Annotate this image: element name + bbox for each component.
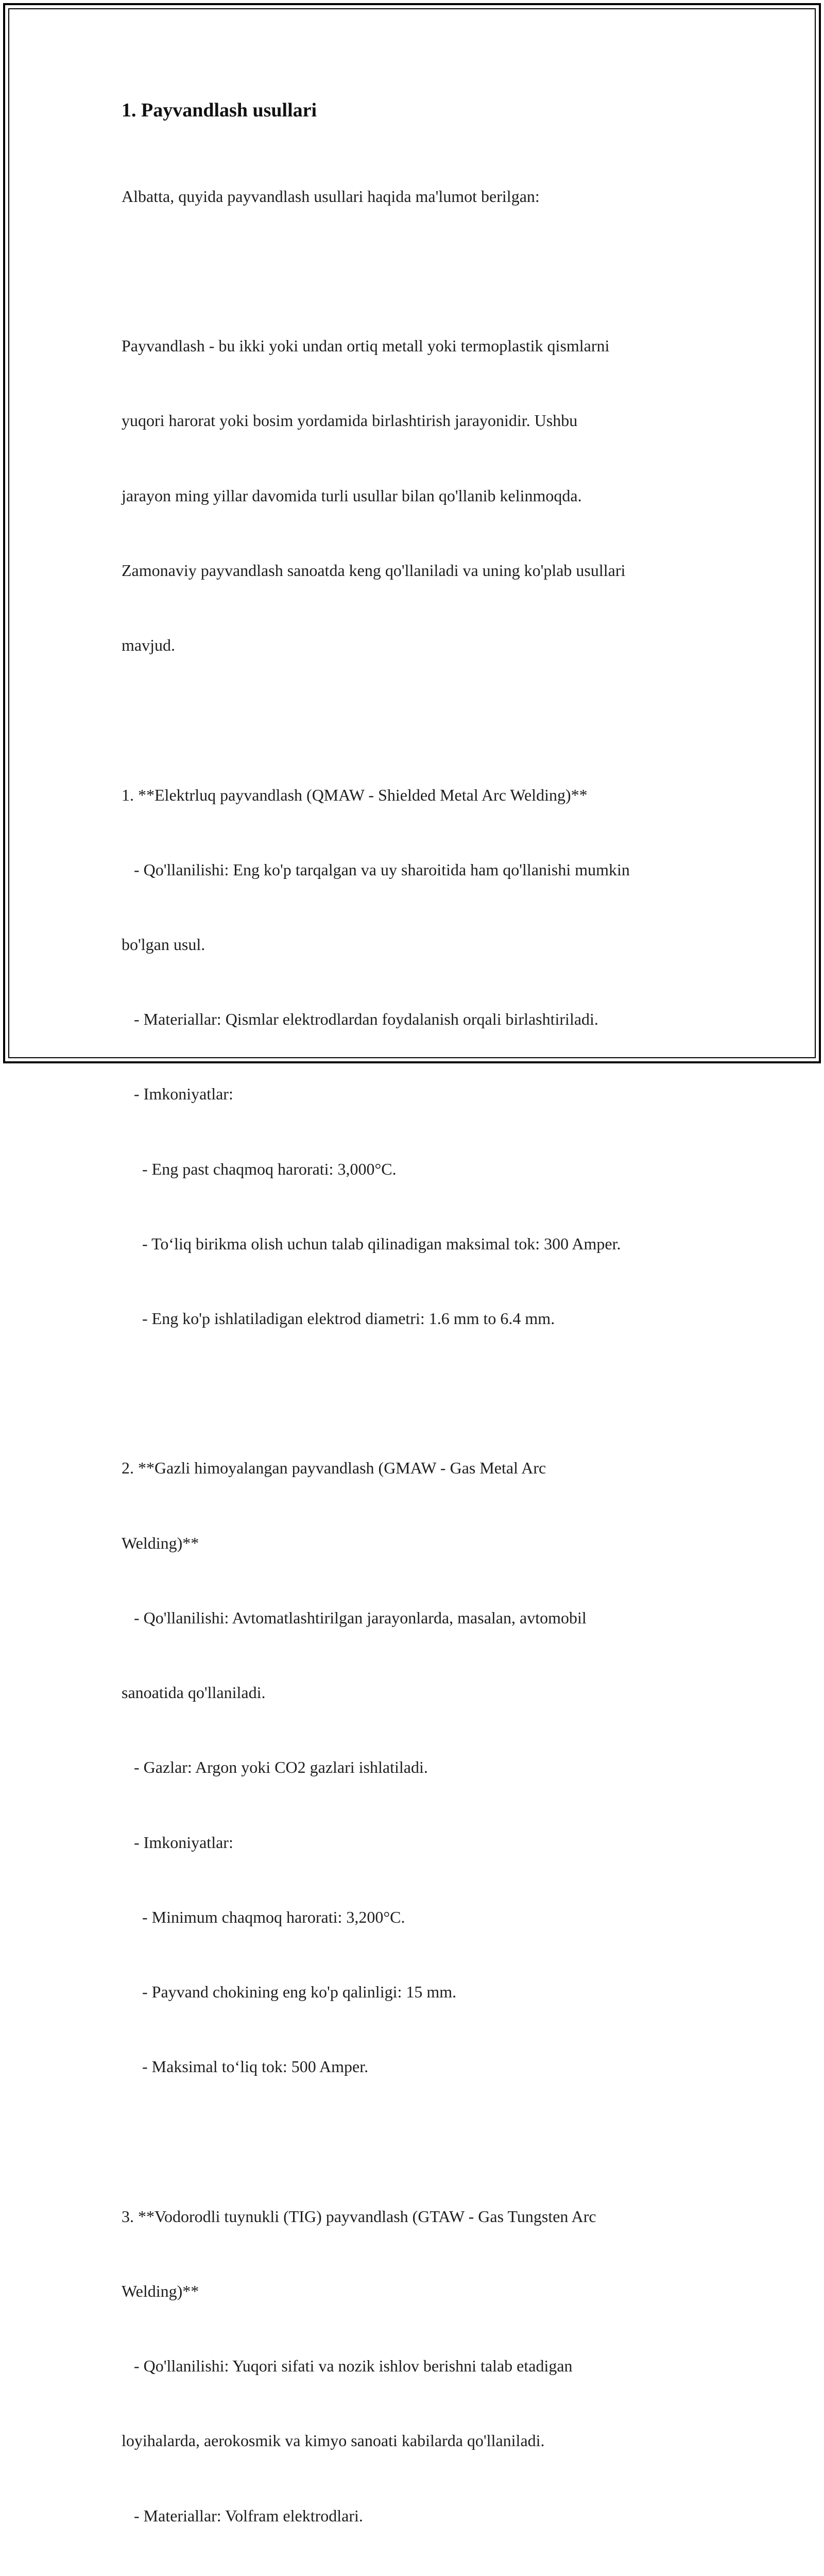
document-page xyxy=(122,96,714,2576)
text-line: loyihalarda, aerokosmik va kimyo sanoati kabilarda qo'llaniladi. xyxy=(122,2431,545,2450)
text-line: - Qo'llanilishi: Eng ko'p tarqalgan va uy sharoitida ham qo'llanishi mumkin xyxy=(122,860,630,879)
text-line: Welding)** xyxy=(122,2281,199,2300)
text-line: jarayon ming yillar davomida turli usullar bilan qo'llanib kelinmoqda. xyxy=(122,486,582,505)
text-line xyxy=(122,259,714,283)
text-line: - To‘liq birikma olish uchun talab qilinadigan maksimal tok: 300 Amper. xyxy=(122,1234,621,1253)
text-line: - Eng past chaqmoq harorati: 3,000°C. xyxy=(122,1159,397,1178)
text-line: yuqori harorat yoki bosim yordamida birlashtirish jarayonidir. Ushbu xyxy=(122,411,578,430)
text-line: sanoatida qo'llaniladi. xyxy=(122,1683,266,1702)
text-line: - Eng ko'p ishlatiladigan elektrod diametri: 1.6 mm to 6.4 mm. xyxy=(122,1309,555,1328)
text-line: 3. **Vodorodli tuynukli (TIG) payvandlash (GTAW - Gas Tungsten Arc xyxy=(122,2207,596,2226)
text-line: Payvandlash - bu ikki yoki undan ortiq metall yoki termoplastik qismlarni xyxy=(122,336,610,355)
text-line xyxy=(122,707,714,732)
text-line: - Imkoniyatlar: xyxy=(122,1084,233,1104)
text-line: 2. **Gazli himoyalangan payvandlash (GMAW - Gas Metal Arc xyxy=(122,1459,546,1478)
text-line xyxy=(122,1381,714,1405)
text-line: - Minimum chaqmoq harorati: 3,200°C. xyxy=(122,1907,405,1926)
text-line xyxy=(122,2129,714,2154)
text-line: - Gazlar: Argon yoki CO2 gazlari ishlatiladi. xyxy=(122,1758,428,1777)
document-body xyxy=(122,134,714,2576)
text-line: bo'lgan usul. xyxy=(122,935,205,954)
text-line: 1. **Elektrluq payvandlash (QMAW - Shielded Metal Arc Welding)** xyxy=(122,785,588,804)
page-title: 1. Payvandlash usullari xyxy=(122,99,317,121)
text-line: Zamonaviy payvandlash sanoatda keng qo'llaniladi va uning ko'plab usullari xyxy=(122,561,626,580)
text-line: - Materiallar: Qismlar elektrodlardan foydalanish orqali birlashtiriladi. xyxy=(122,1010,598,1029)
text-line: - Qo'llanilishi: Avtomatlashtirilgan jarayonlarda, masalan, avtomobil xyxy=(122,1608,587,1627)
text-line: - Materiallar: Volfram elektrodlari. xyxy=(122,2506,363,2525)
text-line: Albatta, quyida payvandlash usullari haqida ma'lumot berilgan: xyxy=(122,187,540,206)
text-line: - Maksimal to‘liq tok: 500 Amper. xyxy=(122,2057,369,2076)
text-line: mavjud. xyxy=(122,636,175,655)
text-line: Welding)** xyxy=(122,1533,199,1552)
text-line: - Qo'llanilishi: Yuqori sifati va nozik ishlov berishni talab etadigan xyxy=(122,2357,573,2376)
text-line: - Imkoniyatlar: xyxy=(122,1833,233,1852)
text-line: - Payvand chokining eng ko'p qalinligi: 15 mm. xyxy=(122,1982,457,2002)
